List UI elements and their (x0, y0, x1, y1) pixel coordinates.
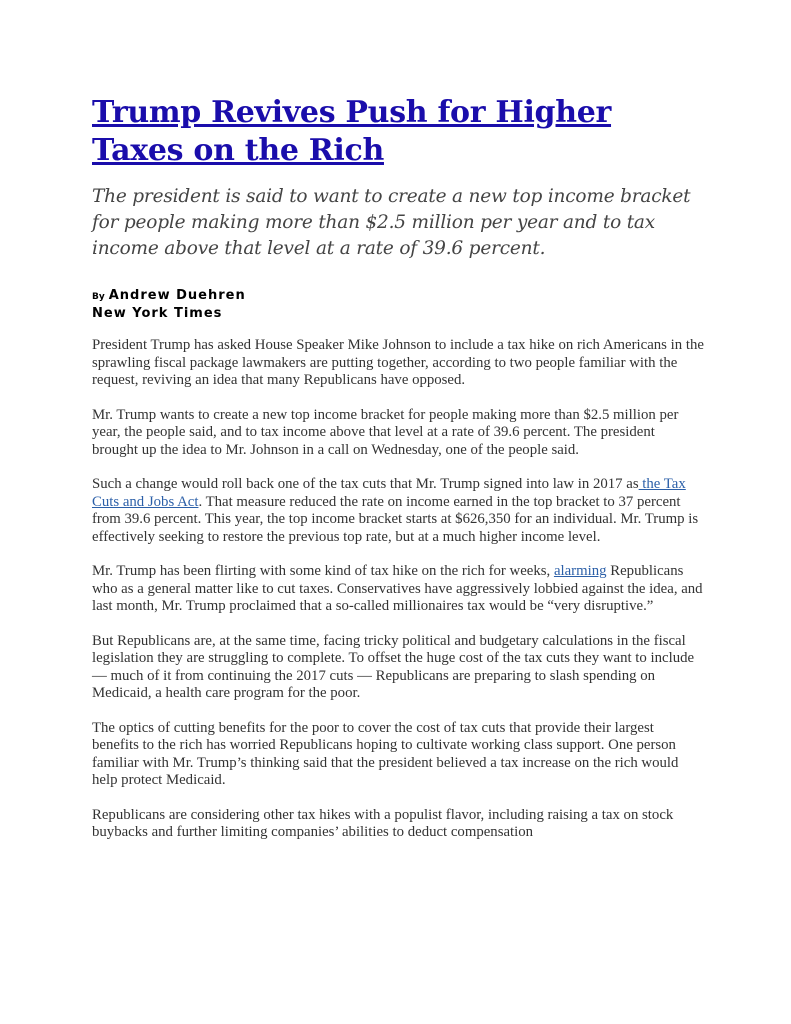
paragraph-6: The optics of cutting benefits for the poor to cover the cost of tax cuts that provide their largest benefits to the rich has worried Republicans hoping to cultivate working class support. One person familiar with Mr. Trump’s thinking said that the president believed a tax increase on the rich would help protect Medicaid. (92, 719, 679, 788)
paragraph-text: Republicans who as a general matter like to cut taxes. Conservatives have aggressively lobbied against the idea, and last month, Mr. Trump proclaimed that a so-called millionaires tax would be “very disruptive.” (92, 563, 703, 614)
paragraph-2: Mr. Trump wants to create a new top income bracket for people making more than $2.5 million per year, the people said, and to tax income above that level at a rate of 39.6 percent. The president brought up the idea to Mr. Johnson in a call on Wednesday, one of the people said. (92, 406, 679, 458)
paragraph-3 (92, 476, 704, 546)
article-subtitle: The president is said to want to create a new top income bracket for people making more than $2.5 million per year and to tax income above that level at a rate of 39.6 percent. (92, 186, 691, 259)
article-body (92, 337, 704, 842)
paragraph-4 (92, 563, 704, 616)
paragraph-1: President Trump has asked House Speaker Mike Johnson to include a tax hike on rich Americans in the sprawling fiscal package lawmakers are putting together, according to two people familiar with the request, reviving an idea that many Republicans have opposed. (92, 337, 704, 388)
byline-author-line (92, 284, 704, 303)
author-name: Andrew Duehren (108, 288, 246, 303)
article (92, 94, 704, 859)
article-title[interactable]: Trump Revives Push for Higher Taxes on the Rich (92, 95, 612, 168)
publication-name: New York Times (92, 306, 223, 321)
byline (92, 284, 704, 321)
paragraph-5: But Republicans are, at the same time, facing tricky political and budgetary calculations in the fiscal legislation they are struggling to complete. To offset the huge cost of the tax cuts they want to include — much of it from continuing the 2017 cuts — Republicans are preparing to slash spending on Medicaid, a health care program for the poor. (92, 632, 695, 701)
paragraph-7: Republicans are considering other tax hikes with a populist flavor, including raising a tax on stock buybacks and further limiting companies’ abilities to deduct compensation (92, 806, 674, 840)
paragraph-text: Such a change would roll back one of the tax cuts that Mr. Trump signed into law in 2017 as (92, 476, 639, 492)
paragraph-text: . That measure reduced the rate on income earned in the top bracket to 37 percent from 39.6 percent. This year, the top income bracket starts at $626,350 for an individual. Mr. Trump is effectively seeking to restore the previous top rate, but at a much higher income level. (92, 493, 699, 545)
by-label: By (92, 292, 105, 302)
paragraph-text: Mr. Trump has been flirting with some kind of tax hike on the rich for weeks, (92, 563, 554, 579)
alarming-link[interactable]: alarming (553, 563, 607, 579)
tax-cuts-and-jobs-act-link[interactable]: the Tax Cuts and Jobs Act (92, 476, 686, 510)
